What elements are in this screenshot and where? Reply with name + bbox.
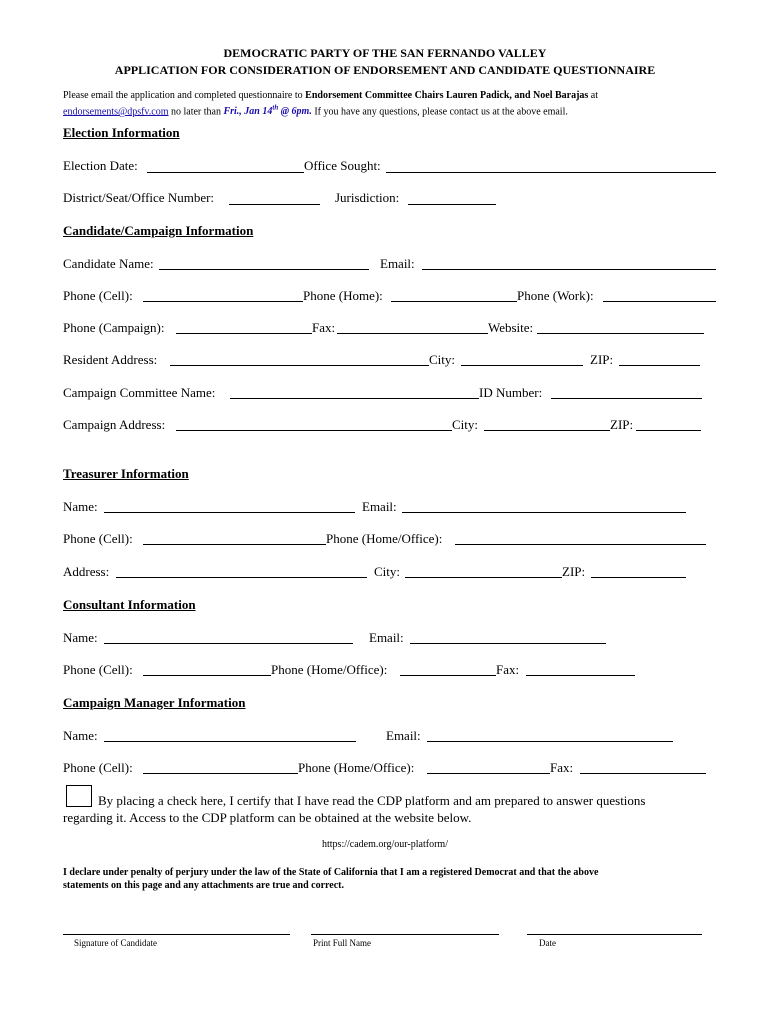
section-treasurer: Treasurer Information xyxy=(63,466,189,481)
resident-zip-field[interactable] xyxy=(619,365,700,366)
label-manager-phone-home: Phone (Home/Office): xyxy=(298,760,415,775)
label-consultant-fax: Fax: xyxy=(496,662,520,677)
print-name-field[interactable] xyxy=(311,934,499,935)
treasurer-address-field[interactable] xyxy=(116,577,367,578)
label-candidate-name: Candidate Name: xyxy=(63,256,154,271)
label-consultant-email: Email: xyxy=(369,630,404,645)
phone-campaign-field[interactable] xyxy=(176,333,312,334)
label-manager-phone-cell: Phone (Cell): xyxy=(63,760,133,775)
label-campaign-address: Campaign Address: xyxy=(63,417,166,432)
treasurer-city-field[interactable] xyxy=(405,577,562,578)
website-field[interactable] xyxy=(537,333,704,334)
label-manager-name: Name: xyxy=(63,728,98,743)
label-treasurer-zip: ZIP: xyxy=(562,564,586,579)
manager-phone-home-field[interactable] xyxy=(427,773,550,774)
label-resident-address: Resident Address: xyxy=(63,352,158,367)
intro-text: Please email the application and completed questionnaire to xyxy=(63,90,306,101)
deadline-time: @ 6pm. xyxy=(278,106,312,118)
intro-deadline-text: no later than xyxy=(168,106,224,118)
treasurer-phone-home-field[interactable] xyxy=(455,544,706,545)
campaign-city-field[interactable] xyxy=(484,430,610,431)
label-phone-campaign: Phone (Campaign): xyxy=(63,320,165,335)
election-date-field[interactable] xyxy=(147,172,304,173)
intro-contact: If you have any questions, please contact us at the above email. xyxy=(311,106,568,118)
label-committee-name: Campaign Committee Name: xyxy=(63,385,216,400)
form-title-line1: DEMOCRATIC PARTY OF THE SAN FERNANDO VALLEY xyxy=(223,46,547,60)
form-title-line2: APPLICATION FOR CONSIDERATION OF ENDORSEMENT AND CANDIDATE QUESTIONNAIRE xyxy=(114,63,656,77)
label-candidate-phone-work: Phone (Work): xyxy=(517,288,594,303)
label-candidate-phone-cell: Phone (Cell): xyxy=(63,288,133,303)
checkbox-underline xyxy=(66,806,92,807)
treasurer-phone-cell-field[interactable] xyxy=(143,544,326,545)
date-field[interactable] xyxy=(527,934,702,935)
manager-fax-field[interactable] xyxy=(580,773,706,774)
declaration-line1: I declare under penalty of perjury under the law of the State of California that I am a registered Democrat and that the above xyxy=(63,867,599,878)
label-manager-fax: Fax: xyxy=(550,760,574,775)
signature-field[interactable] xyxy=(63,934,290,935)
candidate-phone-home-field[interactable] xyxy=(391,301,517,302)
label-treasurer-name: Name: xyxy=(63,499,98,514)
label-candidate-phone-home: Phone (Home): xyxy=(303,288,383,303)
consultant-fax-field[interactable] xyxy=(526,675,635,676)
consultant-email-field[interactable] xyxy=(410,643,606,644)
candidate-email-field[interactable] xyxy=(422,269,716,270)
certify-line2: regarding it. Access to the CDP platform can be obtained at the website below. xyxy=(63,810,472,825)
district-field[interactable] xyxy=(229,204,320,205)
label-election-date: Election Date: xyxy=(63,158,138,173)
signature-caption: Signature of Candidate xyxy=(74,938,157,948)
deadline-date: Fri., Jan 14 xyxy=(223,106,273,118)
office-sought-field[interactable] xyxy=(386,172,716,173)
manager-name-field[interactable] xyxy=(104,741,356,742)
label-campaign-zip: ZIP: xyxy=(610,417,634,432)
label-consultant-name: Name: xyxy=(63,630,98,645)
label-id-number: ID Number: xyxy=(479,385,543,400)
label-campaign-fax: Fax: xyxy=(312,320,336,335)
campaign-fax-field[interactable] xyxy=(337,333,488,334)
consultant-phone-cell-field[interactable] xyxy=(143,675,271,676)
platform-url[interactable]: https://cadem.org/our-platform/ xyxy=(322,839,448,850)
consultant-name-field[interactable] xyxy=(104,643,353,644)
label-district: District/Seat/Office Number: xyxy=(63,190,215,205)
intro-chairs: Endorsement Committee Chairs Lauren Padick, and Noel Barajas xyxy=(305,90,589,101)
date-caption: Date xyxy=(539,938,556,948)
deadline-sup: th xyxy=(272,104,279,112)
campaign-zip-field[interactable] xyxy=(636,430,701,431)
declaration-line2: statements on this page and any attachments are true and correct. xyxy=(63,880,344,891)
treasurer-name-field[interactable] xyxy=(104,512,355,513)
resident-city-field[interactable] xyxy=(461,365,583,366)
platform-certify-checkbox[interactable] xyxy=(66,785,92,807)
committee-name-field[interactable] xyxy=(230,398,479,399)
candidate-phone-cell-field[interactable] xyxy=(143,301,303,302)
treasurer-zip-field[interactable] xyxy=(591,577,686,578)
label-website: Website: xyxy=(488,320,534,335)
id-number-field[interactable] xyxy=(551,398,702,399)
label-resident-zip: ZIP: xyxy=(590,352,614,367)
section-election: Election Information xyxy=(63,125,180,140)
label-treasurer-address: Address: xyxy=(63,564,110,579)
candidate-name-field[interactable] xyxy=(159,269,369,270)
email-link[interactable]: endorsements@dpsfv.com xyxy=(63,106,169,118)
label-treasurer-email: Email: xyxy=(362,499,397,514)
label-consultant-phone-home: Phone (Home/Office): xyxy=(271,662,388,677)
intro-at: at xyxy=(588,90,599,101)
print-name-caption: Print Full Name xyxy=(313,938,371,948)
consultant-phone-home-field[interactable] xyxy=(400,675,496,676)
label-resident-city: City: xyxy=(429,352,456,367)
intro-line2 xyxy=(63,104,568,117)
label-treasurer-city: City: xyxy=(374,564,401,579)
label-treasurer-phone-home: Phone (Home/Office): xyxy=(326,531,443,546)
section-manager: Campaign Manager Information xyxy=(63,695,246,710)
label-treasurer-phone-cell: Phone (Cell): xyxy=(63,531,133,546)
resident-address-field[interactable] xyxy=(170,365,429,366)
manager-email-field[interactable] xyxy=(427,741,673,742)
intro-line1 xyxy=(63,90,598,101)
label-office-sought: Office Sought: xyxy=(304,158,381,173)
manager-phone-cell-field[interactable] xyxy=(143,773,298,774)
label-campaign-city: City: xyxy=(452,417,479,432)
jurisdiction-field[interactable] xyxy=(408,204,496,205)
label-jurisdiction: Jurisdiction: xyxy=(335,190,400,205)
campaign-address-field[interactable] xyxy=(176,430,452,431)
label-candidate-email: Email: xyxy=(380,256,415,271)
candidate-phone-work-field[interactable] xyxy=(603,301,716,302)
section-candidate: Candidate/Campaign Information xyxy=(63,223,254,238)
treasurer-email-field[interactable] xyxy=(402,512,686,513)
section-consultant: Consultant Information xyxy=(63,597,196,612)
label-manager-email: Email: xyxy=(386,728,421,743)
label-consultant-phone-cell: Phone (Cell): xyxy=(63,662,133,677)
certify-line1: By placing a check here, I certify that I have read the CDP platform and am prepared to answer questions xyxy=(98,793,646,808)
